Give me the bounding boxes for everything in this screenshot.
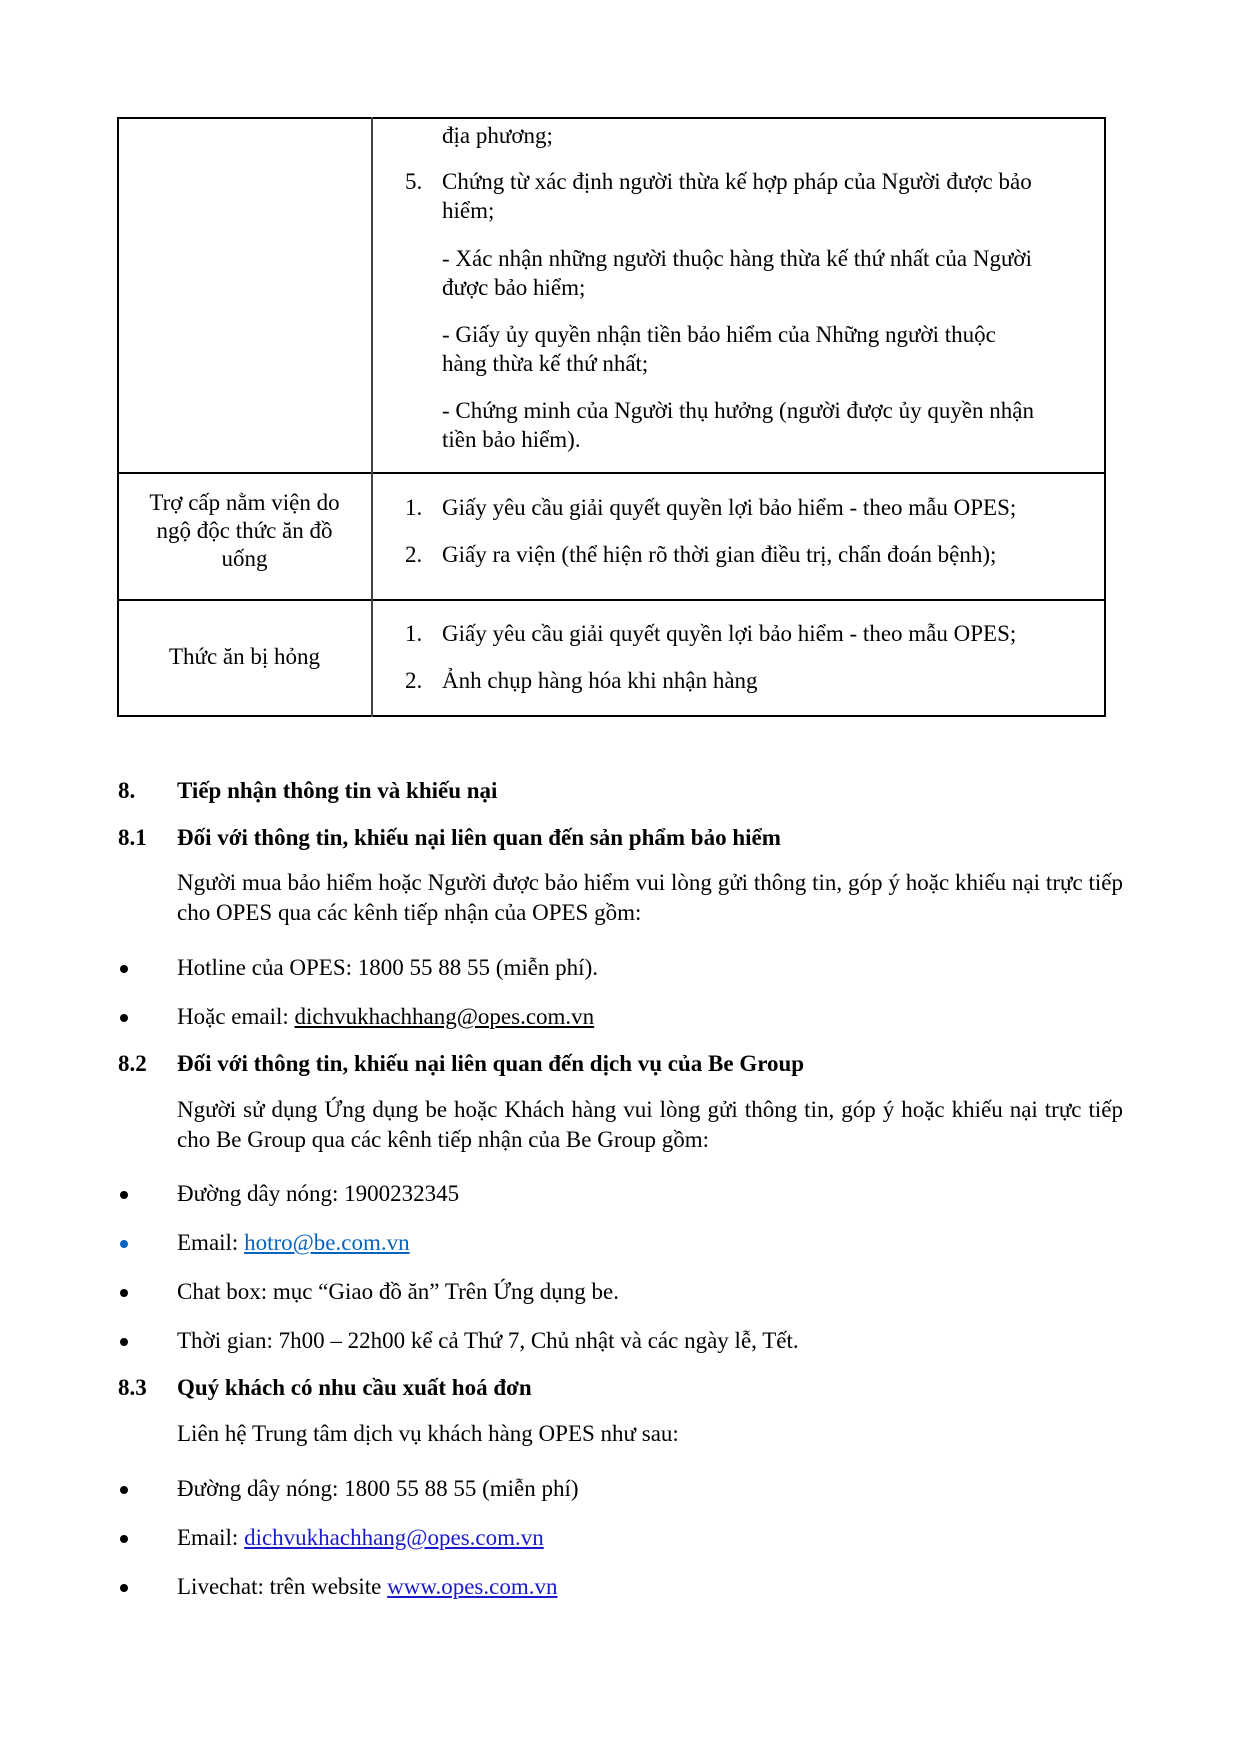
bullet-item	[177, 1004, 594, 1030]
bullet-icon	[118, 1240, 130, 1252]
table-row-divider	[117, 599, 1106, 601]
list-item-number: 2.	[405, 668, 423, 693]
list-item-text: được bảo hiểm;	[442, 275, 586, 300]
line: - Giấy ủy quyền nhận tiền bảo hiểm của Những người thuộc	[442, 322, 996, 347]
section-number: 8.	[118, 778, 136, 803]
be-email-link[interactable]: hotro@be.com.vn	[244, 1230, 410, 1255]
table-border-left	[117, 117, 119, 717]
table-border-right	[1104, 117, 1106, 717]
table-row-divider	[117, 472, 1106, 474]
bullet-prefix: Livechat: trên website	[177, 1574, 388, 1599]
bullet-icon	[118, 1486, 130, 1498]
bullet-text: Chat box: mục “Giao đồ ăn” Trên Ứng dụng be.	[177, 1279, 620, 1304]
bullet-icon	[118, 965, 130, 977]
section-title: Tiếp nhận thông tin và khiếu nại	[177, 778, 498, 803]
bullet-prefix: Email:	[177, 1525, 245, 1550]
bullet-text: Đường dây nóng: 1900232345	[177, 1181, 460, 1206]
list-item-text: hiểm;	[442, 198, 495, 223]
list-item-number: 1.	[405, 495, 423, 520]
bullet-prefix: Hoặc email:	[177, 1004, 295, 1029]
paragraph: Liên hệ Trung tâm dịch vụ khách hàng OPES như sau:	[177, 1421, 679, 1446]
subsection-number: 8.2	[118, 1051, 147, 1076]
benefit-label: Thức ăn bị hỏng	[168, 644, 321, 669]
subsection-number: 8.3	[118, 1375, 147, 1400]
subsection-number: 8.1	[118, 825, 147, 850]
list-item-number: 1.	[405, 621, 423, 646]
list-item-text: Giấy yêu cầu giải quyết quyền lợi bảo hiểm - theo mẫu OPES;	[442, 495, 1017, 520]
line: - Xác nhận những người thuộc hàng thừa kế thứ nhất của Người	[442, 246, 1032, 271]
table-column-divider	[371, 117, 373, 717]
benefit-label	[122, 489, 367, 573]
list-item-text: tiền bảo hiểm).	[442, 427, 581, 452]
line: Chứng từ xác định người thừa kế hợp pháp của Người được bảo	[442, 169, 1032, 194]
subsection-title: Đối với thông tin, khiếu nại liên quan đến sản phẩm bảo hiểm	[177, 825, 781, 850]
paragraph: Người mua bảo hiểm hoặc Người được bảo hiểm vui lòng gửi thông tin, góp ý hoặc khiếu nại trực tiếp cho OPES qua các kênh tiếp nhận của OPES gồm:	[177, 870, 1123, 925]
label-line: ngộ độc thức ăn đồ	[156, 518, 333, 543]
label-line: uống	[221, 546, 268, 571]
bullet-icon	[118, 1338, 130, 1350]
label-line: Trợ cấp nằm viện do	[149, 490, 340, 515]
list-item-text	[442, 321, 1094, 349]
list-item-text	[442, 168, 1094, 196]
bullet-icon	[118, 1014, 130, 1026]
list-item-text: Ảnh chụp hàng hóa khi nhận hàng	[442, 668, 758, 693]
opes-email-link[interactable]: dichvukhachhang@opes.com.vn	[294, 1004, 595, 1029]
list-item-number: 2.	[405, 542, 423, 567]
bullet-icon	[118, 1289, 130, 1301]
subsection-title: Đối với thông tin, khiếu nại liên quan đến dịch vụ của Be Group	[177, 1051, 805, 1076]
bullet-item	[177, 1230, 410, 1256]
list-item-text: hàng thừa kế thứ nhất;	[442, 351, 649, 376]
list-item-text: Giấy yêu cầu giải quyết quyền lợi bảo hiểm - theo mẫu OPES;	[442, 621, 1017, 646]
opes-website-link[interactable]: www.opes.com.vn	[387, 1574, 558, 1599]
list-item-text: địa phương;	[442, 123, 553, 148]
table-border-top	[117, 117, 1106, 119]
bullet-item	[177, 1525, 544, 1551]
bullet-item	[177, 1574, 557, 1600]
list-item-text	[442, 245, 1094, 273]
paragraph: Người sử dụng Ứng dụng be hoặc Khách hàng vui lòng gửi thông tin, góp ý hoặc khiếu nại trực tiếp cho Be Group qua các kênh tiếp nhận của Be Group gồm:	[177, 1097, 1123, 1152]
bullet-prefix: Email:	[177, 1230, 245, 1255]
list-item-text: Giấy ra viện (thể hiện rõ thời gian điều trị, chẩn đoán bệnh);	[442, 542, 997, 567]
bullet-text: Thời gian: 7h00 – 22h00 kể cả Thứ 7, Chủ nhật và các ngày lễ, Tết.	[177, 1328, 799, 1353]
bullet-icon	[118, 1535, 130, 1547]
bullet-text: Hotline của OPES: 1800 55 88 55 (miễn phí).	[177, 955, 598, 980]
line: - Chứng minh của Người thụ hưởng (người được ủy quyền nhận	[442, 398, 1034, 423]
table-border-bottom	[117, 715, 1106, 717]
bullet-text: Đường dây nóng: 1800 55 88 55 (miễn phí)	[177, 1476, 579, 1501]
list-item-text	[442, 397, 1094, 425]
bullet-icon	[118, 1584, 130, 1596]
list-item-number: 5.	[405, 169, 423, 194]
opes-email-link[interactable]: dichvukhachhang@opes.com.vn	[244, 1525, 544, 1550]
bullet-icon	[118, 1191, 130, 1203]
subsection-title: Quý khách có nhu cầu xuất hoá đơn	[177, 1375, 532, 1400]
